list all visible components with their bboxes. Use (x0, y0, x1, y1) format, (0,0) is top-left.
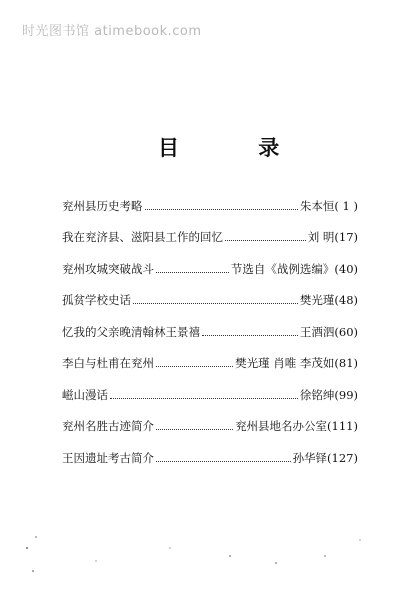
toc-entry-title: 嵫山漫话 (62, 387, 108, 402)
toc-entry-title: 孤贫学校史话 (62, 293, 131, 308)
toc-entry-author-page: 王酒泗(60) (299, 324, 358, 339)
toc-entry-title: 忆我的父亲晚清翰林王景禧 (62, 324, 200, 339)
toc-entry-author-page: 樊光瑾(48) (299, 293, 358, 308)
toc-entry-title: 我在兖济县、滋阳县工作的回忆 (62, 230, 223, 245)
toc-entry-title: 李白与杜甫在兖州 (62, 356, 154, 371)
toc-entry-author-page: 樊光瑾 肖唯 李茂如(81) (235, 356, 358, 371)
toc-entry-author-page: 徐铭绅(99) (299, 387, 358, 402)
toc-entry-title: 王因遗址考古简介 (62, 450, 154, 465)
watermark-text: 时光图书馆 atimebook.com (22, 24, 202, 39)
toc-entry-title: 兖州名胜古迹简介 (62, 419, 154, 434)
toc-entry-title: 兖州攻城突破战斗 (62, 261, 154, 276)
toc-entry-author-page: 节选自《战例选编》(40) (230, 261, 358, 276)
toc-entry-author-page: 兖州县地名办公室(111) (235, 419, 358, 434)
toc-entry-author-page: 孙华铎(127) (292, 450, 358, 465)
toc-entry-title: 兖州县历史考略 (62, 198, 143, 213)
page-title: 目 录 (158, 135, 316, 160)
toc-entry-author-page: 朱本恒( 1 ) (299, 198, 358, 213)
toc-entry-author-page: 刘 明(17) (307, 230, 358, 245)
